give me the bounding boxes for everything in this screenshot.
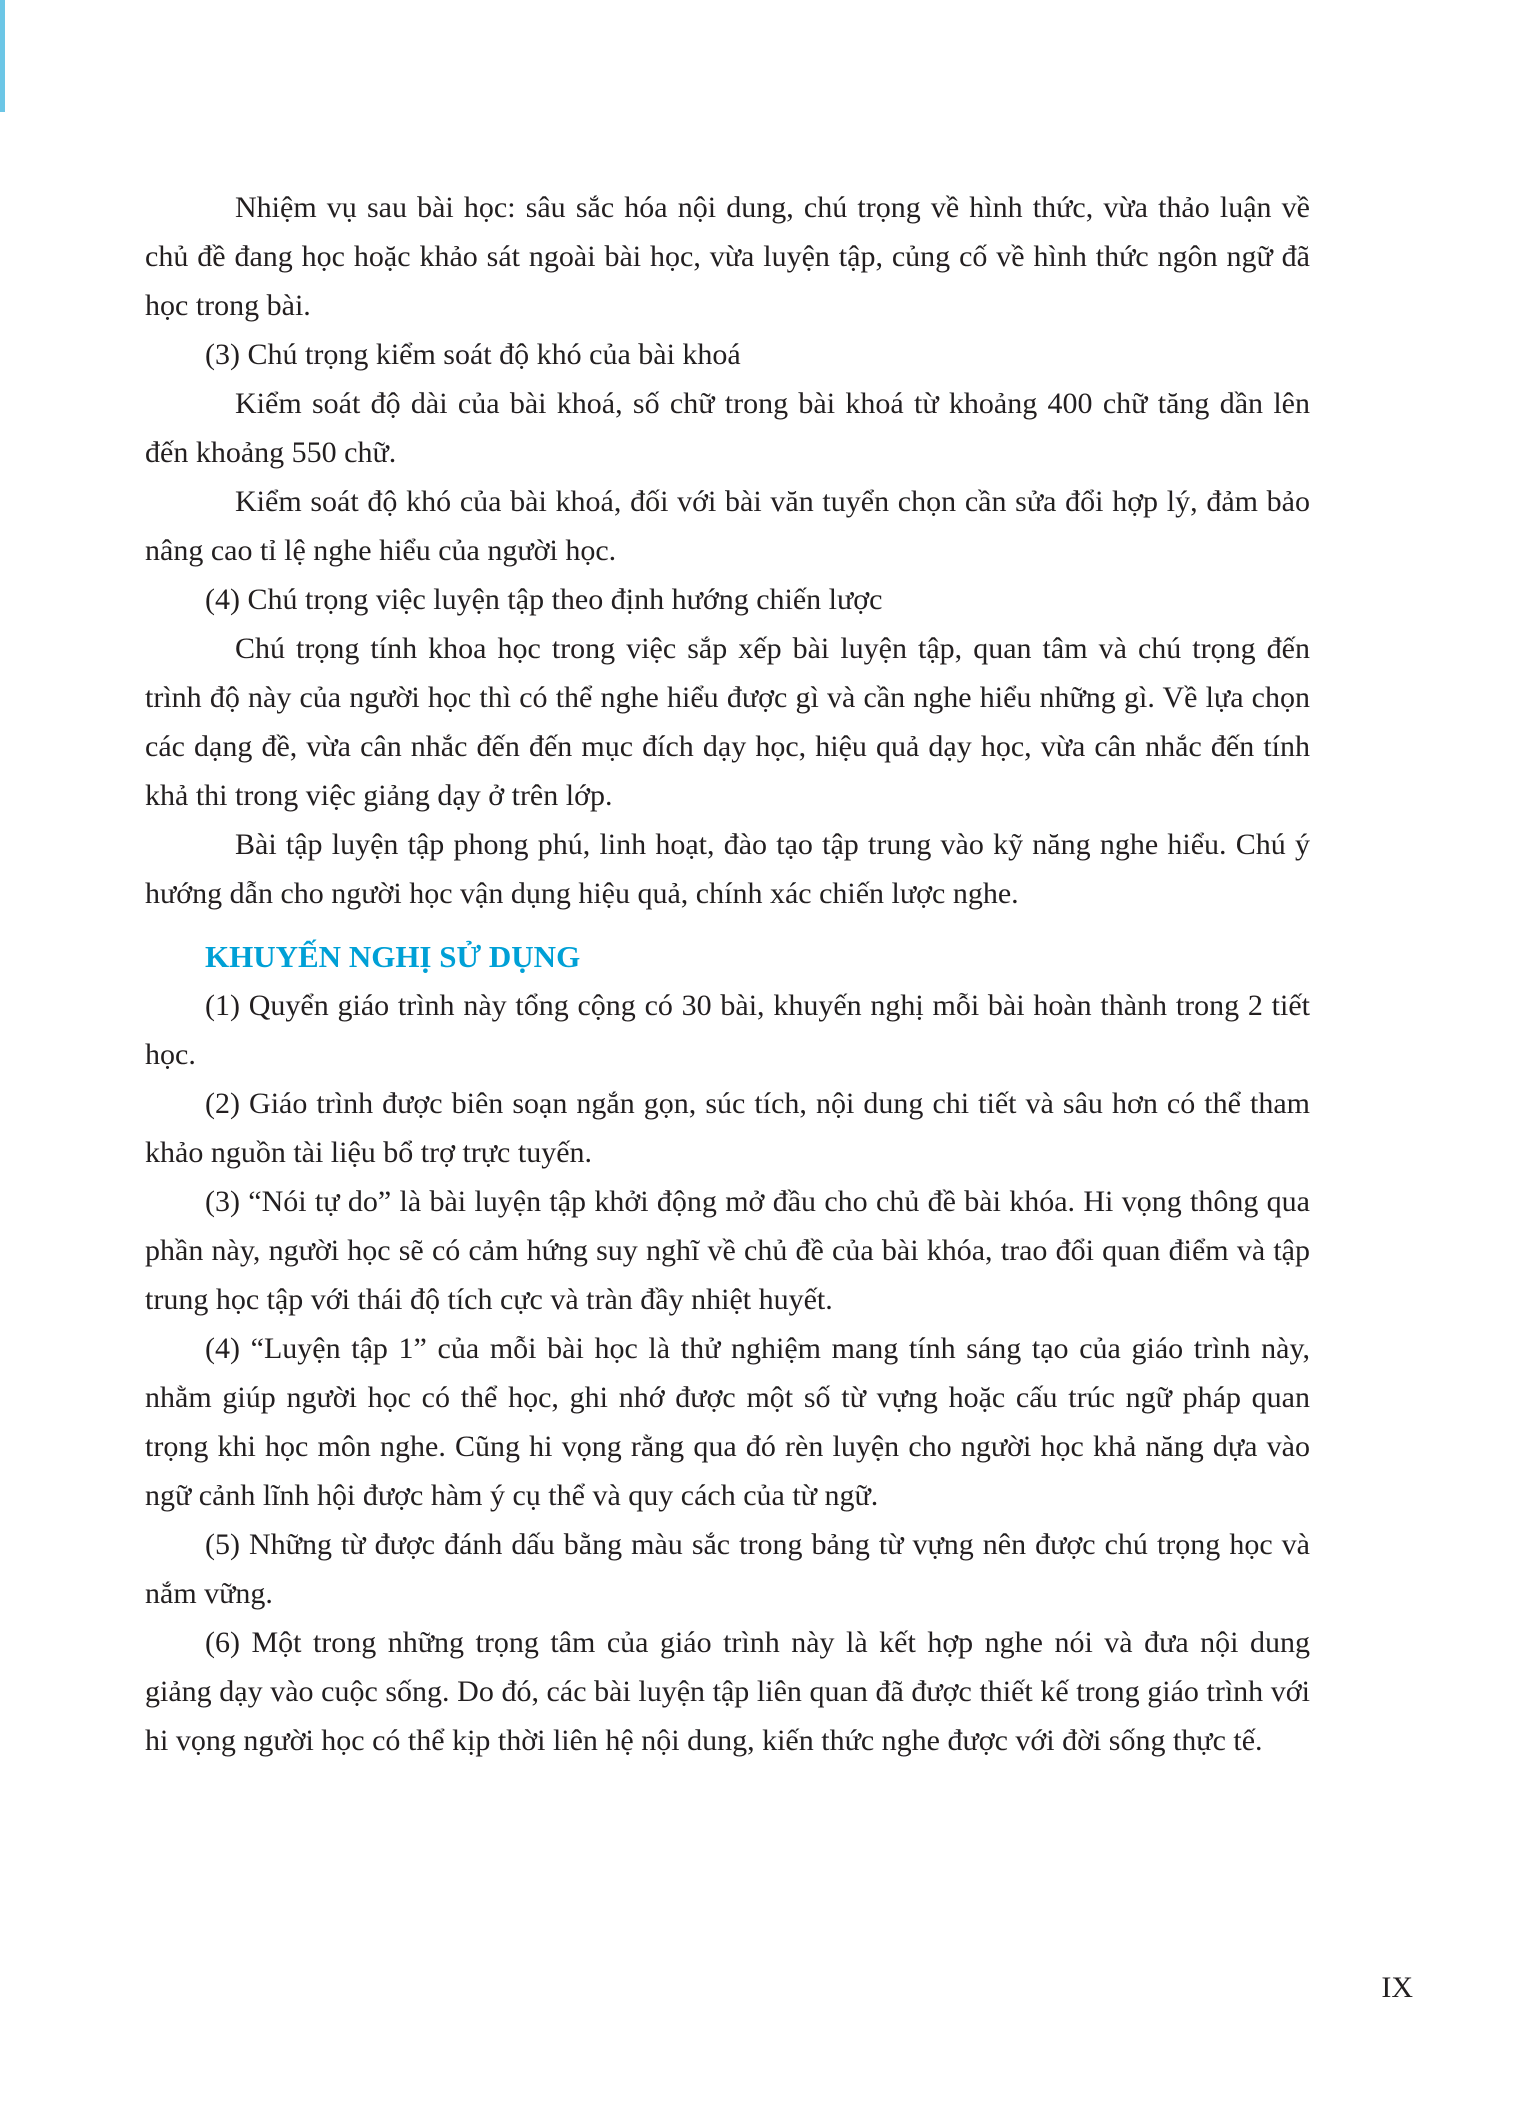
paragraph: Nhiệm vụ sau bài học: sâu sắc hóa nội dung, chú trọng về hình thức, vừa thảo luận về chủ đề đang học hoặc khảo sát ngoài bài học, vừa luyện tập, củng cố về hình thức ngôn ngữ đã học trong bài. bbox=[145, 191, 1310, 322]
paragraph: (6) Một trong những trọng tâm của giáo trình này là kết hợp nghe nói và đưa nội dung giảng dạy vào cuộc sống. Do đó, các bài luyện tập liên quan đã được thiết kế trong giáo trình với hi vọng người học có thể kịp thời liên hệ nội dung, kiến thức nghe được với đời sống thực tế. bbox=[145, 1626, 1310, 1757]
paragraph: Kiểm soát độ khó của bài khoá, đối với bài văn tuyển chọn cần sửa đổi hợp lý, đảm bảo nâng cao tỉ lệ nghe hiểu của người học. bbox=[145, 485, 1310, 567]
paragraph: Kiểm soát độ dài của bài khoá, số chữ trong bài khoá từ khoảng 400 chữ tăng dần lên đến khoảng 550 chữ. bbox=[145, 387, 1310, 469]
paragraph: (4) “Luyện tập 1” của mỗi bài học là thử nghiệm mang tính sáng tạo của giáo trình này, nhằm giúp người học có thể học, ghi nhớ được một số từ vựng hoặc cấu trúc ngữ pháp quan trọng khi học môn nghe. Cũng hi vọng rằng qua đó rèn luyện cho người học khả năng dựa vào ngữ cảnh lĩnh hội được hàm ý cụ thể và quy cách của từ ngữ. bbox=[145, 1332, 1310, 1512]
paragraphs-bottom bbox=[145, 981, 1310, 1765]
paragraphs-top bbox=[145, 183, 1310, 918]
page-edge-accent-bar bbox=[0, 0, 5, 112]
paragraph: Bài tập luyện tập phong phú, linh hoạt, đào tạo tập trung vào kỹ năng nghe hiểu. Chú ý hướng dẫn cho người học vận dụng hiệu quả, chính xác chiến lược nghe. bbox=[145, 828, 1310, 910]
section-heading: KHUYẾN NGHỊ SỬ DỤNG bbox=[205, 939, 581, 974]
paragraph: (3) Chú trọng kiểm soát độ khó của bài khoá bbox=[205, 338, 741, 371]
page-number: IX bbox=[1381, 1971, 1413, 2004]
paragraph: (3) “Nói tự do” là bài luyện tập khởi động mở đầu cho chủ đề bài khóa. Hi vọng thông qua phần này, người học sẽ có cảm hứng suy nghĩ về chủ đề của bài khóa, trao đổi quan điểm và tập trung học tập với thái độ tích cực và tràn đầy nhiệt huyết. bbox=[145, 1185, 1310, 1316]
paragraph: (2) Giáo trình được biên soạn ngắn gọn, súc tích, nội dung chi tiết và sâu hơn có thể tham khảo nguồn tài liệu bổ trợ trực tuyến. bbox=[145, 1087, 1310, 1169]
paragraph: (5) Những từ được đánh dấu bằng màu sắc trong bảng từ vựng nên được chú trọng học và nắm vững. bbox=[145, 1528, 1310, 1610]
paragraph: (4) Chú trọng việc luyện tập theo định hướng chiến lược bbox=[205, 583, 883, 616]
paragraph: Chú trọng tính khoa học trong việc sắp xếp bài luyện tập, quan tâm và chú trọng đến trình độ này của người học thì có thể nghe hiểu được gì và cần nghe hiểu những gì. Về lựa chọn các dạng đề, vừa cân nhắc đến đến mục đích dạy học, hiệu quả dạy học, vừa cân nhắc đến tính khả thi trong việc giảng dạy ở trên lớp. bbox=[145, 632, 1310, 812]
page-body bbox=[145, 183, 1310, 1765]
paragraph: (1) Quyển giáo trình này tổng cộng có 30 bài, khuyến nghị mỗi bài hoàn thành trong 2 tiết học. bbox=[145, 989, 1310, 1071]
